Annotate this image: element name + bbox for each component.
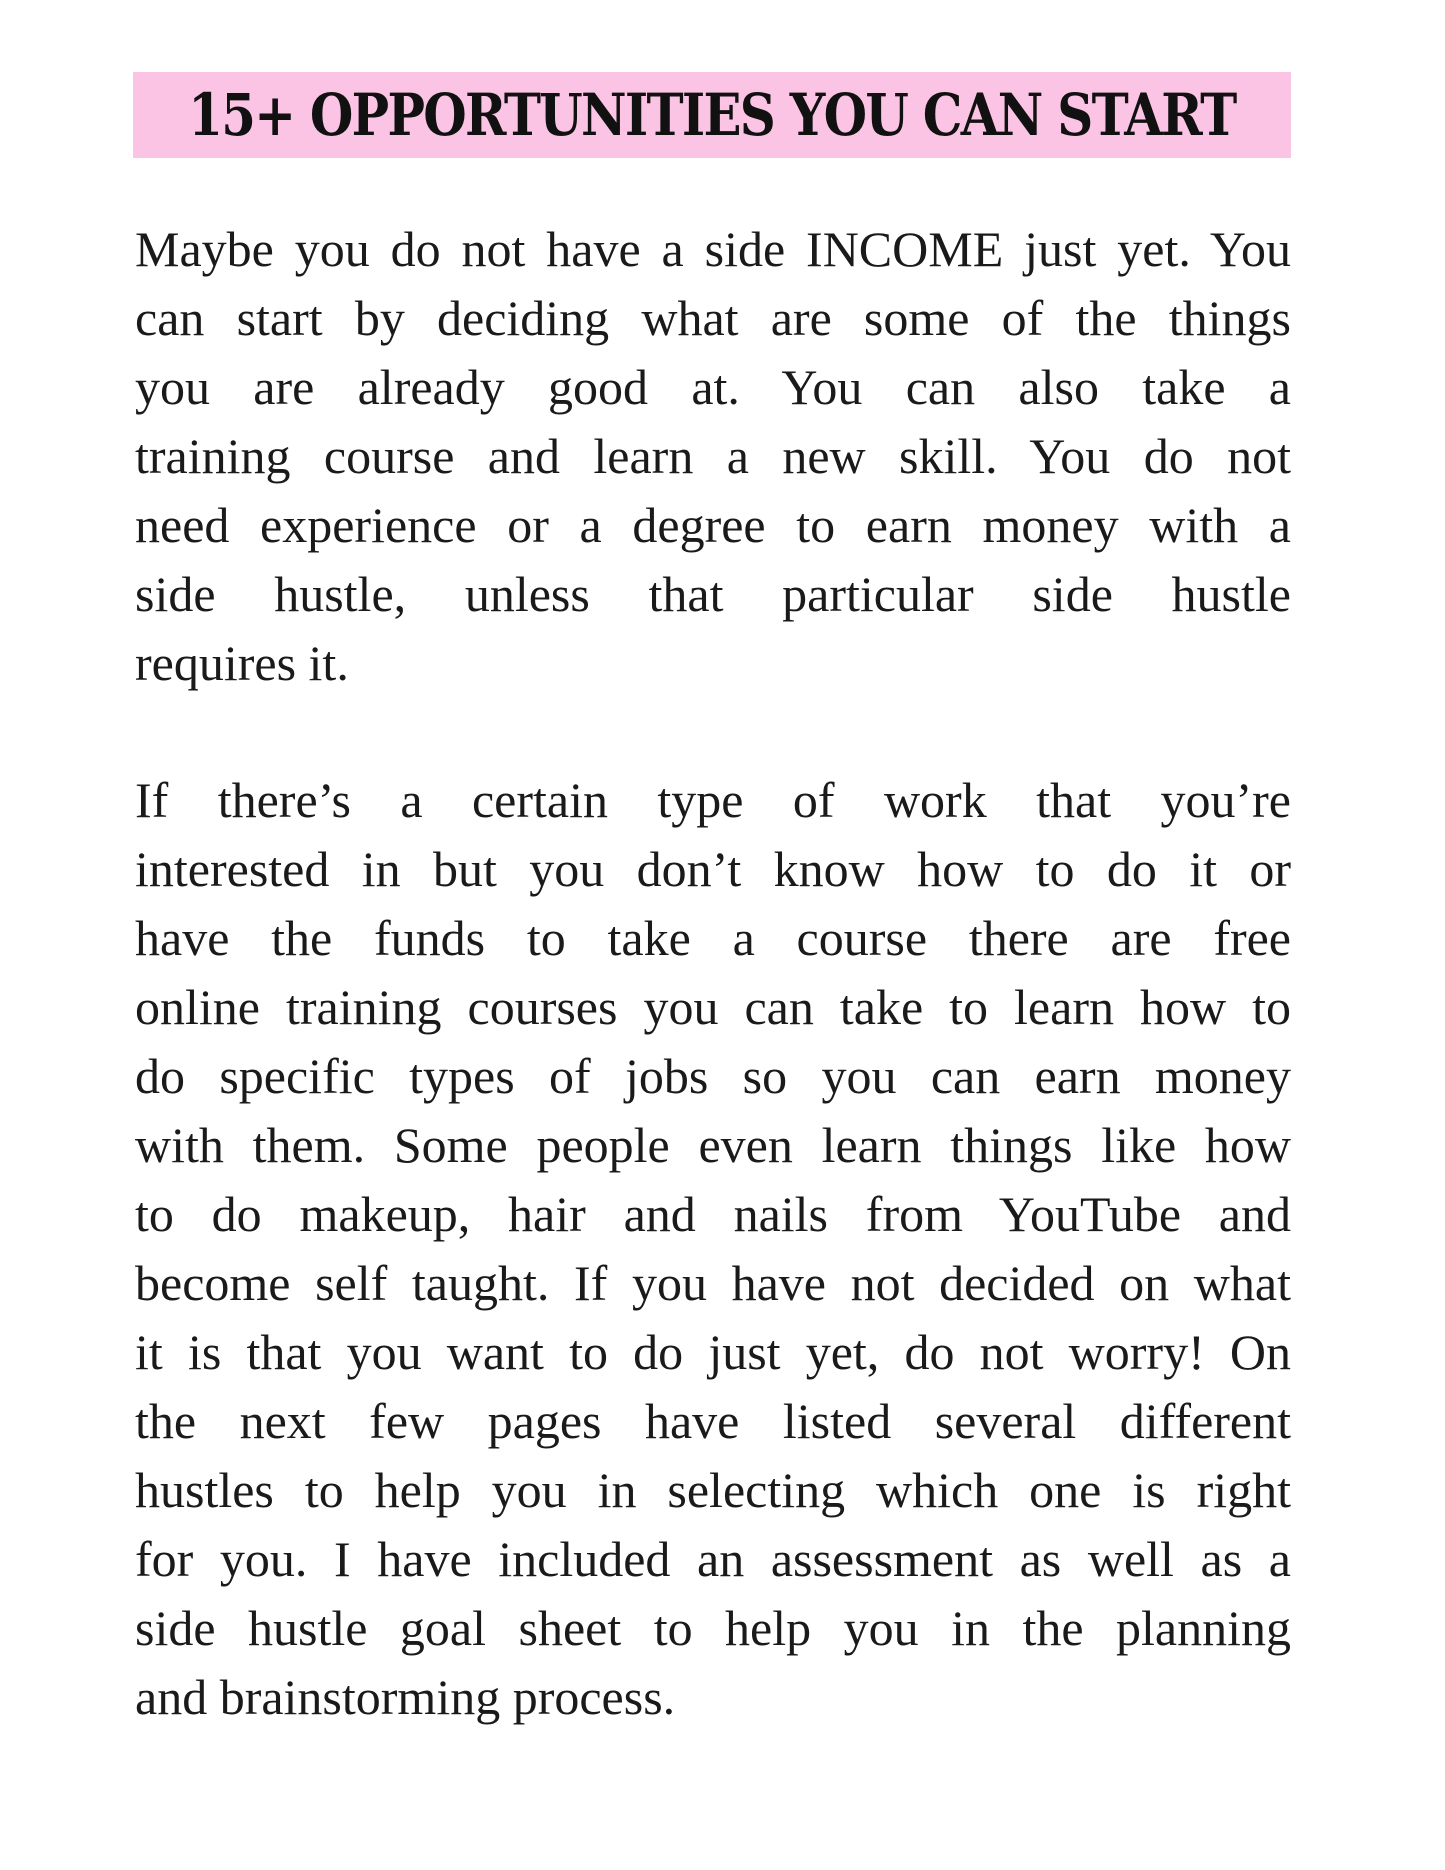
text-line: need experience or a degree to earn money with a [135,497,1291,553]
text-line: side hustle, unless that particular side hustle [135,566,1291,622]
text-line: and brainstorming process. [135,1669,676,1725]
text-line: the next few pages have listed several different [135,1393,1291,1449]
paragraph-training [135,766,1291,1732]
text-line: you are already good at. You can also take a [135,359,1291,415]
text-line: online training courses you can take to learn how to [135,979,1291,1035]
text-line: with them. Some people even learn things like how [135,1117,1291,1173]
text-line: If there’s a certain type of work that you’re [135,772,1291,828]
title-banner [133,72,1291,158]
text-line: hustles to help you in selecting which one is right [135,1462,1291,1518]
text-line: side hustle goal sheet to help you in the planning [135,1600,1291,1656]
page-title: 15+ OPPORTUNITIES YOU CAN START [188,81,1236,149]
text-line: have the funds to take a course there are free [135,910,1291,966]
text-line: become self taught. If you have not decided on what [135,1255,1291,1311]
text-line: it is that you want to do just yet, do not worry! On [135,1324,1291,1380]
text-line: requires it. [135,635,349,691]
text-line: for you. I have included an assessment as well as a [135,1531,1291,1587]
text-line: do specific types of jobs so you can earn money [135,1048,1291,1104]
text-line: to do makeup, hair and nails from YouTube and [135,1186,1291,1242]
text-line: interested in but you don’t know how to do it or [135,841,1291,897]
text-line: training course and learn a new skill. You do not [135,428,1291,484]
paragraph-intro [135,215,1291,698]
text-line: can start by deciding what are some of the things [135,290,1291,346]
text-line: Maybe you do not have a side INCOME just yet. You [135,221,1291,277]
